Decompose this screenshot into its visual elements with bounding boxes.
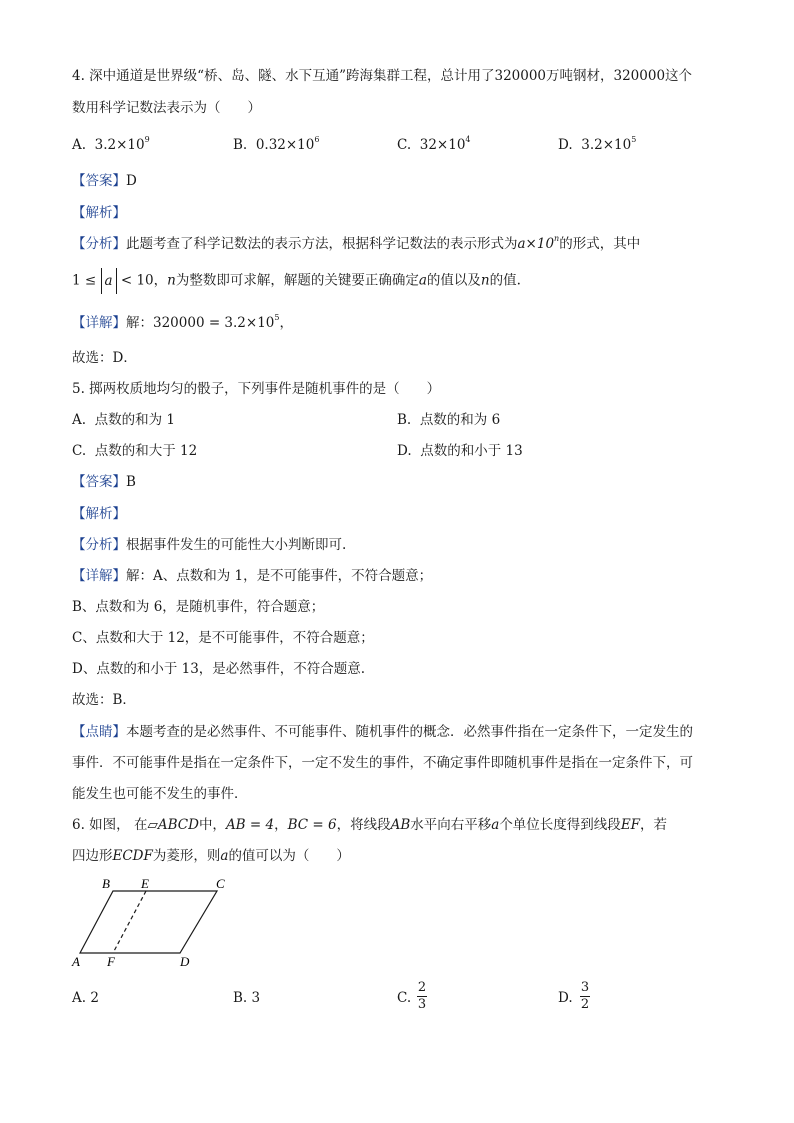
q5-dianjing-line1: 【点睛】本题考查的是必然事件、不可能事件、随机事件的概念．必然事件指在一定条件下，一定发生的 [72,724,693,740]
label-e: E [141,876,149,891]
q4-answer: 【答案】D [72,173,137,189]
q4-stem-line1: 4. 深中通道是世界级“桥、岛、隧、水下互通”跨海集群工程，总计用了320000万吨钢材，320000这个 [72,68,693,84]
q6-option-c-fraction: 2 3 [417,980,427,1012]
q5-option-b: B. 点数的和为 6 [397,412,501,428]
label-d: D [180,954,190,969]
q6-option-c-label: C. [397,990,412,1006]
q4-analysis-heading: 【解析】 [72,205,126,221]
label-c: C [216,876,225,891]
q6-option-b: B. 3 [233,990,261,1006]
q6-stem-line1: 6. 如图， 在▱ABCD中，AB = 4，BC = 6，将线段AB水平向右平移a个单位长度得到线段EF，若 [72,817,668,833]
q5-dianjing-line2: 事件．不可能事件是指在一定条件下，一定不发生的事件，不确定事件即随机事件是指在一定条件下，可 [72,755,693,771]
q4-fenxi-line2: 1 ≤ a < 10，n为整数即可求解，解题的关键要正确确定a的值以及n的值. [72,268,521,294]
q5-option-a: A. 点数的和为 1 [72,412,176,428]
q6-option-d-label: D. [558,990,573,1006]
q5-detail-line4: D、点数的和小于 13，是必然事件，不符合题意. [72,661,366,677]
q4-option-a: A. $3.2\times 10^9$ [72,135,150,153]
parallelogram-abcd [80,891,217,953]
q5-option-c: C. 点数的和大于 12 [72,443,198,459]
q5-detail-line1: 【详解】解：A、点数和为 1，是不可能事件，不符合题意； [72,568,433,584]
segment-ef-dashed [113,891,146,953]
q4-stem-line2: 数用科学记数法表示为（ ） [72,100,261,116]
q6-option-a: A. 2 [72,990,99,1006]
label-b: B [102,876,110,891]
label-a: A [72,954,80,969]
q4-detail: 【详解】解：$320000 = 3.2\times 10^5$， [72,313,293,331]
q5-fenxi: 【分析】根据事件发生的可能性大小判断即可. [72,537,347,553]
q5-option-d: D. 点数的和小于 13 [397,443,523,459]
label-f: F [107,954,115,969]
q5-detail-line3: C、点数和大于 12，是不可能事件，不符合题意； [72,630,374,646]
q5-stem: 5. 掷两枚质地均匀的骰子，下列事件是随机事件的是（ ） [72,381,441,397]
q4-option-d: D. $3.2\times 10^5$ [558,135,637,153]
q5-dianjing-line3: 能发生也可能不发生的事件． [72,786,248,802]
answer-tag: 【答案】 [72,173,126,189]
q4-option-c: C. $32\times 10^4$ [397,135,471,153]
q4-choose: 故选：D． [72,350,137,366]
q5-analysis-heading: 【解析】 [72,506,126,522]
q4-option-b: B. $0.32\times 10^6$ [233,135,320,153]
q5-answer: 【答案】B [72,474,136,490]
q5-choose: 故选：B． [72,692,136,708]
q6-option-d-fraction: 3 2 [580,980,590,1012]
q5-detail-line2: B、点数和为 6，是随机事件，符合题意； [72,599,325,615]
q6-stem-line2: 四边形ECDF为菱形，则a的值可以为（ ） [72,848,350,864]
q4-fenxi-line1: 【分析】此题考查了科学记数法的表示方法，根据科学记数法的表示形式为$a\times 10^n$的形式，其中 [72,234,641,252]
absolute-value: a [101,268,117,294]
